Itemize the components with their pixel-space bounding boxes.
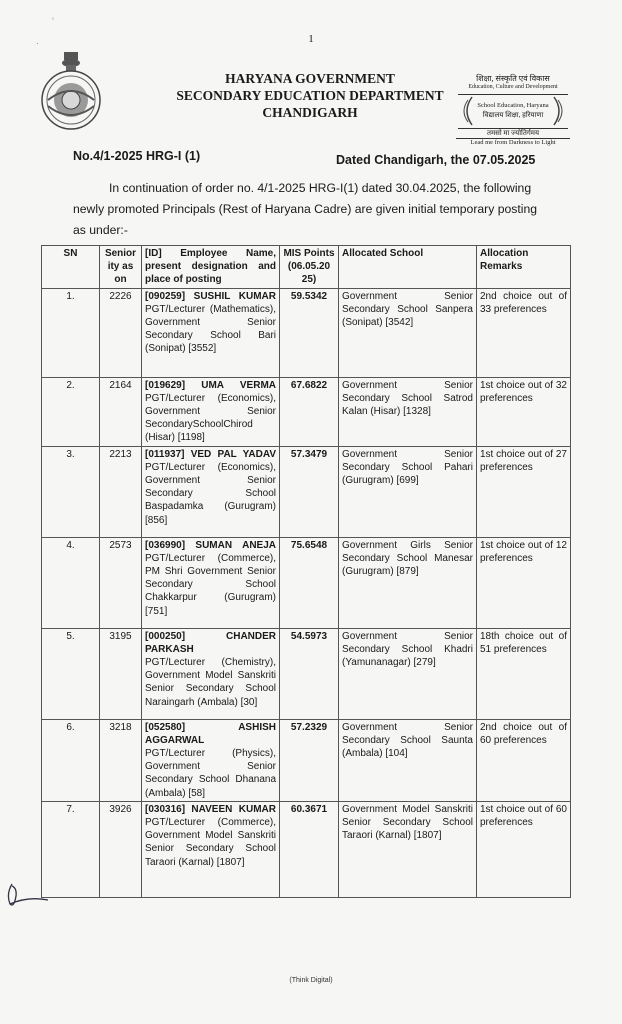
employee-designation: PGT/Lecturer (Economics), Government Senior SecondarySchoolChirod (Hisar) [1198] [145, 392, 276, 444]
cell-employee [142, 288, 280, 377]
order-date: Dated Chandigarh, the 07.05.2025 [336, 153, 536, 167]
cell-employee [142, 801, 280, 897]
cell-mis-points: 67.6822 [280, 377, 339, 446]
cell-sn: 3. [42, 446, 100, 537]
cell-seniority: 3218 [100, 719, 142, 801]
cell-seniority: 2213 [100, 446, 142, 537]
cell-allocation-remarks: 2nd choice out of 33 preferences [477, 288, 571, 377]
employee-id-name: [090259] SUSHIL KUMAR [145, 290, 276, 302]
cell-allocated-school: Government Senior Secondary School Pahari (Gurugram) [699] [339, 446, 477, 537]
cell-allocated-school: Government Girls Senior Secondary School Manesar (Gurugram) [879] [339, 537, 477, 628]
cell-sn: 1. [42, 288, 100, 377]
badge-motto-english: Lead me from Darkness to Light [456, 138, 570, 146]
cell-mis-points: 60.3671 [280, 801, 339, 897]
badge-hindi-top: शिक्षा, संस्कृति एवं विकास [476, 74, 550, 83]
posting-table [41, 245, 571, 898]
cell-seniority: 2226 [100, 288, 142, 377]
cell-employee [142, 377, 280, 446]
table-row [42, 719, 571, 801]
school-education-badge [456, 72, 570, 146]
employee-designation: PGT/Lecturer (Chemistry), Government Model Sanskriti Senior Secondary School Naraingarh (Ambala) [30] [145, 657, 276, 708]
cell-sn: 6. [42, 719, 100, 801]
header-sn: SN [42, 246, 100, 289]
cell-employee [142, 537, 280, 628]
employee-designation: PGT/Lecturer (Economics), Government Senior Secondary School Baspadamka (Gurugram) [856] [145, 461, 276, 526]
employee-designation: PGT/Lecturer (Mathematics), Government Senior Secondary School Bari (Sonipat) [3552] [145, 303, 276, 355]
cell-allocated-school: Government Senior Secondary School Satrod Kalan (Hisar) [1328] [339, 377, 477, 446]
cell-allocation-remarks: 2nd choice out of 60 preferences [477, 719, 571, 801]
cell-employee [142, 446, 280, 537]
cell-allocation-remarks: 1st choice out of 12 preferences [477, 537, 571, 628]
cell-sn: 5. [42, 628, 100, 719]
table-row [42, 628, 571, 719]
cell-mis-points: 57.3479 [280, 446, 339, 537]
cell-mis-points: 59.5342 [280, 288, 339, 377]
cell-mis-points: 75.6548 [280, 537, 339, 628]
badge-name-english: School Education, Haryana [477, 102, 549, 109]
badge-divider [458, 94, 568, 95]
cell-allocation-remarks: 1st choice out of 27 preferences [477, 446, 571, 537]
employee-id-name: [019629] UMA VERMA [145, 379, 276, 391]
table-row [42, 288, 571, 377]
employee-id-name: [000250] CHANDER PARKASH [145, 630, 276, 655]
employee-designation: PGT/Lecturer (Commerce), PM Shri Government Senior Secondary School Chakkarpur (Gurugram) [751] [145, 552, 276, 617]
corner-mark: · [36, 38, 39, 48]
intro-line: In continuation of order no. 4/1-2025 HRG-I(1) dated 30.04.2025, the following [109, 181, 532, 195]
cell-mis-points: 54.5973 [280, 628, 339, 719]
cell-seniority: 2573 [100, 537, 142, 628]
employee-id-name: [030316] NAVEEN KUMAR [145, 803, 276, 815]
employee-id-name: [011937] VED PAL YADAV [145, 448, 276, 460]
intro-line: as under:- [73, 223, 128, 237]
employee-designation: PGT/Lecturer (Physics), Government Senior Secondary School Dhanana (Ambala) [58] [145, 748, 276, 799]
page-number: 1 [308, 33, 314, 45]
cell-allocation-remarks: 18th choice out of 51 preferences [477, 628, 571, 719]
header-allocation-remarks: Allocation Remarks [477, 246, 571, 289]
cell-allocated-school: Government Senior Secondary School Khadri (Yamunanagar) [279] [339, 628, 477, 719]
header-employee: [ID] Employee Name, present designation and place of posting [142, 246, 280, 289]
employee-id-name: [052580] ASHISH AGGARWAL [145, 721, 276, 746]
table-header-row [42, 246, 571, 289]
badge-english-top: Education, Culture and Development [468, 84, 558, 90]
cell-allocated-school: Government Model Sanskriti Senior Secondary School Taraori (Karnal) [1807] [339, 801, 477, 897]
table-row [42, 377, 571, 446]
table-row [42, 537, 571, 628]
cell-mis-points: 57.2329 [280, 719, 339, 801]
signature-icon [2, 882, 50, 908]
cell-seniority: 3926 [100, 801, 142, 897]
cell-allocation-remarks: 1st choice out of 32 preferences [477, 377, 571, 446]
corner-mark: ‘ [52, 16, 54, 26]
order-number: No.4/1-2025 HRG-I (1) [73, 149, 201, 163]
cell-allocation-remarks: 1st choice out of 60 preferences [477, 801, 571, 897]
badge-name-hindi: विद्यालय शिक्षा, हरियाणा [482, 111, 544, 119]
table-row [42, 801, 571, 897]
cell-seniority: 2164 [100, 377, 142, 446]
cell-sn: 7. [42, 801, 100, 897]
header-line-3: CHANDIGARH [262, 105, 358, 120]
haryana-emblem-icon [40, 52, 102, 130]
header-allocated-school: Allocated School [339, 246, 477, 289]
employee-id-name: [036990] SUMAN ANEJA [145, 539, 276, 551]
header-seniority: Senior ity as on [100, 246, 142, 289]
badge-motto-hindi: तमसो मा ज्योतिर्गमय [486, 129, 540, 137]
cell-sn: 4. [42, 537, 100, 628]
header-line-1: HARYANA GOVERNMENT [225, 71, 395, 86]
cell-employee [142, 628, 280, 719]
cell-sn: 2. [42, 377, 100, 446]
employee-designation: PGT/Lecturer (Commerce), Government Model Sanskriti Senior Secondary School Taraori (Karnal) [1807] [145, 817, 276, 868]
intro-line: newly promoted Principals (Rest of Haryana Cadre) are given initial temporary posting [73, 202, 538, 216]
cell-employee [142, 719, 280, 801]
government-header [150, 70, 470, 121]
header-mis-points: MIS Points (06.05.20 25) [280, 246, 339, 289]
cell-allocated-school: Government Senior Secondary School Sanpera (Sonipat) [3542] [339, 288, 477, 377]
cell-seniority: 3195 [100, 628, 142, 719]
cell-allocated-school: Government Senior Secondary School Saunta (Ambala) [104] [339, 719, 477, 801]
header-line-2: SECONDARY EDUCATION DEPARTMENT [176, 88, 444, 103]
table-row [42, 446, 571, 537]
intro-paragraph [73, 178, 553, 241]
footer-text: (Think Digital) [289, 977, 333, 984]
